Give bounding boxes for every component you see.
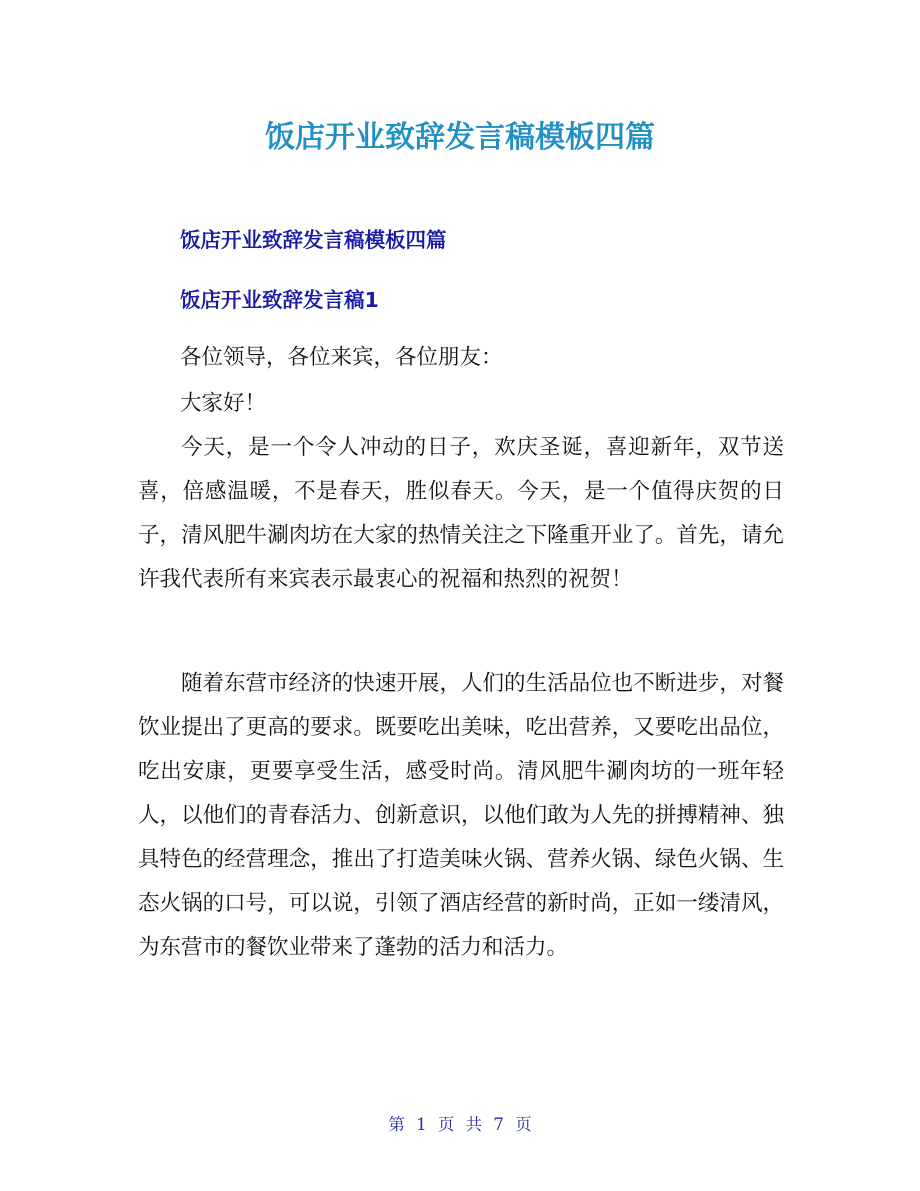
page-number-footer: 第 1 页 共 7 页 xyxy=(388,1115,532,1134)
salutation-line: 各位领导，各位来宾，各位朋友： xyxy=(180,345,503,370)
greeting-line: 大家好！ xyxy=(180,391,267,416)
body-paragraph: 今天，是一个令人冲动的日子，欢庆圣诞，喜迎新年，双节送喜，倍感温暖，不是春天，胜似春天。今天，是一个值得庆贺的日子，清风肥牛涮肉坊在大家的热情关注之下隆重开业了。首先，请允许我代表所有来宾表示最衷心的祝福和热烈的祝贺！ xyxy=(138,435,784,592)
document-subtitle: 饭店开业致辞发言稿模板四篇 xyxy=(180,228,447,252)
document-title: 饭店开业致辞发言稿模板四篇 xyxy=(265,120,655,155)
body-paragraph: 随着东营市经济的快速开展，人们的生活品位也不断进步，对餐饮业提出了更高的要求。既要吃出美味，吃出营养，又要吃出品位，吃出安康，更要享受生活，感受时尚。清风肥牛涮肉坊的一班年轻人，以他们的青春活力、创新意识，以他们敢为人先的拼搏精神、独具特色的经营理念，推出了打造美味火锅、营养火锅、绿色火锅、生态火锅的口号，可以说，引领了酒店经营的新时尚，正如一缕清风，为东营市的餐饮业带来了蓬勃的活力和活力。 xyxy=(138,671,784,960)
section-heading: 饭店开业致辞发言稿1 xyxy=(180,288,379,312)
